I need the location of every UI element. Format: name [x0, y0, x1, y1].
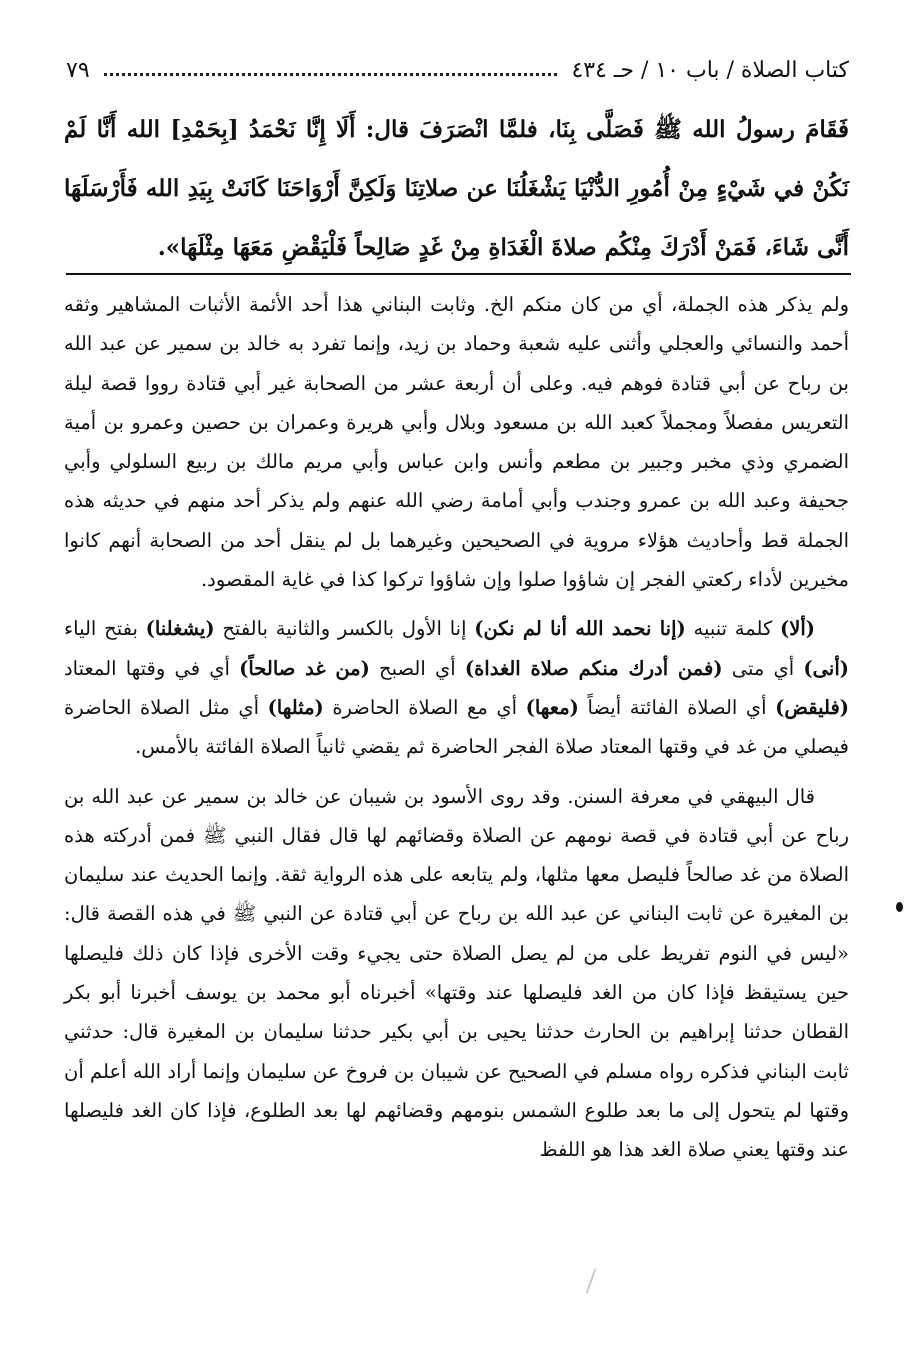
separator-line — [66, 273, 851, 275]
gloss-text: أي مع الصلاة الحاضرة — [323, 695, 526, 719]
term-inna-nahmad: (إنا نحمد الله أنا لم نكن) — [474, 617, 686, 641]
scan-artifact — [586, 1268, 597, 1293]
running-header — [66, 50, 849, 90]
hadith-text: فَقَامَ رسولُ الله ﷺ فَصَلَّى بِنَا، فلمَّا انْصَرَفَ قال: أَلَا إِنَّا نَحْمَدُ [بِحَمْدِ] الله أَنَّا لَمْ نَكُنْ في شَيْءٍ مِنْ أُمُورِ الدُّنْيَا يَشْغَلُنَا عن صلاتِنَا وَلَكِنَّ أَرْوَاحَنَا كَانَتْ بِيَدِ الله فَأَرْسَلَهَا أَنَّى شَاءَ، فَمَنْ أَدْرَكَ مِنْكُم صلاةَ الْغَدَاةِ مِنْ غَدٍ صَالِحاً فَلْيَقْضِ مَعَهَا مِثْلَهَا». — [64, 116, 849, 261]
commentary-block — [64, 285, 849, 1170]
gloss-text: أي مثل الصلاة الحاضرة فيصلي من غد في وقتها المعتاد صلاة الفجر الحاضرة ثم يقضي ثانياً الصلاة الفائتة بالأمس. — [64, 695, 849, 759]
term-faman-adraka: (فمن أدرك منكم صلاة الغداة) — [464, 656, 723, 680]
gloss-text: أي في وقتها المعتاد — [64, 656, 240, 680]
gloss-text: أي متى — [722, 656, 804, 680]
leader-dots — [104, 73, 558, 76]
page-number: ٧٩ — [66, 57, 90, 83]
gloss-text: أي الصبح — [369, 656, 465, 680]
commentary-paragraph-2 — [64, 609, 849, 766]
chapter-title: كتاب الصلاة / باب ١٠ / حـ ٤٣٤ — [571, 57, 849, 83]
term-maaha: (معها) — [525, 695, 579, 719]
margin-dot — [896, 902, 903, 912]
commentary-paragraph-3: قال البيهقي في معرفة السنن. وقد روى الأسود بن شيبان عن خالد بن سمير عن عبد الله بن رباح عن أبي قتادة في قصة نومهم عن الصلاة وقضائهم لها قال فقال النبي ﷺ فمن أدركته هذه الصلاة من غد صالحاً فليصل معها مثلها، ولم يتابعه على هذه الرواية ثقة. وإنما الحديث عند سليمان بن المغيرة عن ثابت البناني عن عبد الله بن رباح عن أبي قتادة عن النبي ﷺ في هذه القصة قال: «ليس في النوم تفريط على من لم يصل الصلاة حتى يجيء وقت الأخرى فإذا كان ذلك فليصلها حين يستيقظ فإذا كان من الغد فليصلها عند وقتها» أخبرناه أبو محمد بن يوسف أخبرنا أبو بكر القطان حدثنا إبراهيم بن الحارث حدثنا يحيى بن أبي بكير حدثنا سليمان بن المغيرة قال: حدثني ثابت البناني فذكره رواه مسلم في الصحيح عن شيبان بن فروخ عن سليمان وإنما أراد الله أعلم أن وقتها لم يتحول إلى ما بعد طلوع الشمس بنومهم وقضائهم لها بعد الطلوع، فإذا كان الغد فليصلها عند وقتها يعني صلاة الغد هذا هو اللفظ — [64, 784, 849, 1162]
gloss-text: كلمة تنبيه — [685, 617, 780, 641]
gloss-text: أي الصلاة الفائتة أيضاً — [578, 695, 776, 719]
term-yashghaluna: (يشغلنا) — [145, 617, 215, 641]
gloss-text: إنا الأول بالكسر والثانية بالفتح — [214, 617, 475, 641]
term-anna: (أنى) — [803, 656, 849, 680]
term-ala: (ألا) — [779, 617, 815, 641]
commentary-paragraph-1: ولم يذكر هذه الجملة، أي من كان منكم الخ. وثابت البناني هذا أحد الأئمة الأثبات المشاهير وثقه أحمد والنسائي والعجلي وأثنى عليه شعبة وحماد بن زيد، وإنما تفرد به خالد بن سمير عن عبد الله بن رباح عن أبي قتادة فوهم فيه. وعلى أن أربعة عشر من الصحابة غير أبي قتادة رووا قصة ليلة التعريس مفصلاً ومجملاً كعبد الله بن مسعود وبلال وأبي هريرة وعمران بن حصين وعمرو بن أمية الضمري وذي مخبر وجبير بن مطعم وأنس وابن عباس وأبي مريم مالك بن ربيع السلولي وأبي جحيفة وعبد الله بن عمرو وجندب وأبي أمامة رضي الله عنهم ولم يذكر أحد منهم في حديثه هذه الجملة قط وأحاديث هؤلاء مروية في الصحيحين وغيرهما بل لم ينقل أحد من الصحابة أنهم كانوا مخيرين لأداء ركعتي الفجر إن شاؤوا صلوا وإن شاؤوا تركوا كذا في غاية المقصود. — [64, 293, 849, 592]
term-falyaqdi: (فليقض) — [775, 695, 849, 719]
term-min-ghad: (من غد صالحاً) — [239, 656, 370, 680]
gloss-text: بفتح الياء — [64, 617, 146, 641]
term-mithlaha: (مثلها) — [267, 695, 324, 719]
